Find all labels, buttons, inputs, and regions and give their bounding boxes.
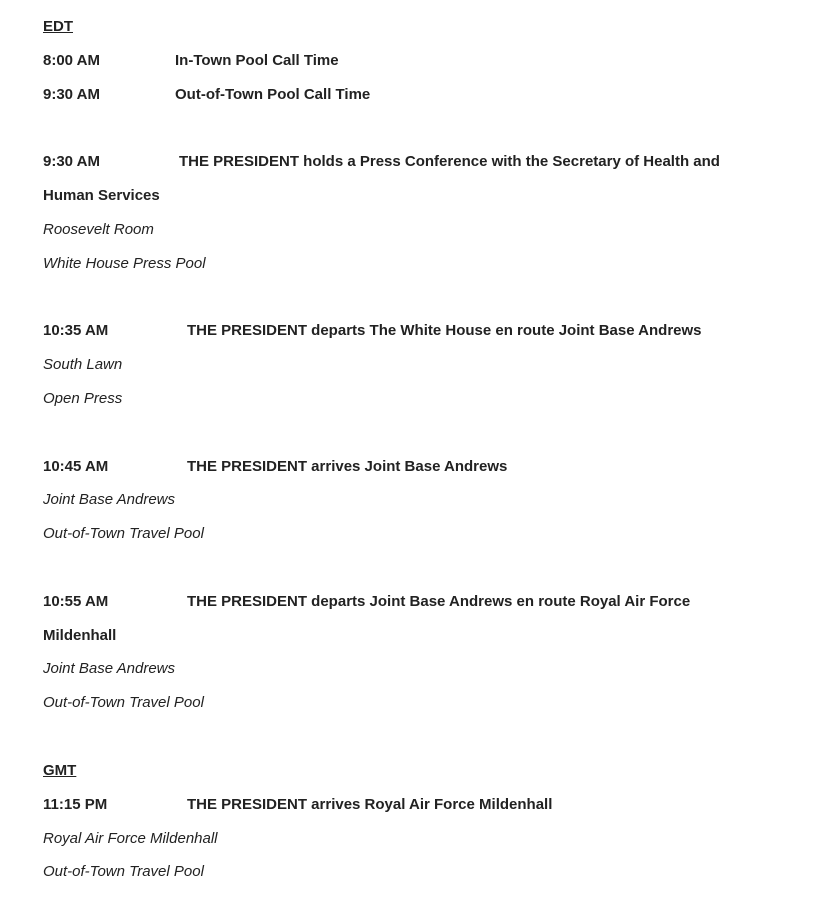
- event-time: 10:55 AM: [43, 593, 109, 610]
- event-coverage: White House Press Pool: [43, 255, 206, 272]
- event-title: THE PRESIDENT arrives Royal Air Force Mildenhall: [187, 796, 553, 813]
- event-title: THE PRESIDENT arrives Joint Base Andrews: [187, 458, 508, 475]
- event-title: THE PRESIDENT departs The White House en route Joint Base Andrews: [187, 322, 702, 339]
- event-coverage: Open Press: [43, 390, 123, 407]
- call-time: 8:00 AM: [43, 52, 100, 69]
- event-coverage: Out-of-Town Travel Pool: [43, 863, 204, 880]
- event-location: Joint Base Andrews: [43, 660, 176, 677]
- call-description: Out-of-Town Pool Call Time: [175, 86, 371, 103]
- event-time: 10:45 AM: [43, 458, 109, 475]
- timezone-heading-gmt: GMT: [43, 762, 77, 779]
- event-time: 10:35 AM: [43, 322, 109, 339]
- event-location: Roosevelt Room: [43, 221, 154, 238]
- timezone-heading-edt: EDT: [43, 18, 73, 35]
- event-time: 9:30 AM: [43, 153, 100, 170]
- event-title: THE PRESIDENT holds a Press Conference with the Secretary of Health and: [179, 153, 720, 170]
- event-location: South Lawn: [43, 356, 123, 373]
- event-title-continued: Mildenhall: [43, 627, 117, 644]
- event-coverage: Out-of-Town Travel Pool: [43, 525, 204, 542]
- event-title-continued: Human Services: [43, 187, 160, 204]
- event-location: Joint Base Andrews: [43, 491, 176, 508]
- event-title: THE PRESIDENT departs Joint Base Andrews en route Royal Air Force: [187, 593, 691, 610]
- event-coverage: Out-of-Town Travel Pool: [43, 694, 204, 711]
- event-location: Royal Air Force Mildenhall: [43, 830, 218, 847]
- call-description: In-Town Pool Call Time: [175, 52, 339, 69]
- call-time: 9:30 AM: [43, 86, 100, 103]
- event-time: 11:15 PM: [43, 796, 108, 813]
